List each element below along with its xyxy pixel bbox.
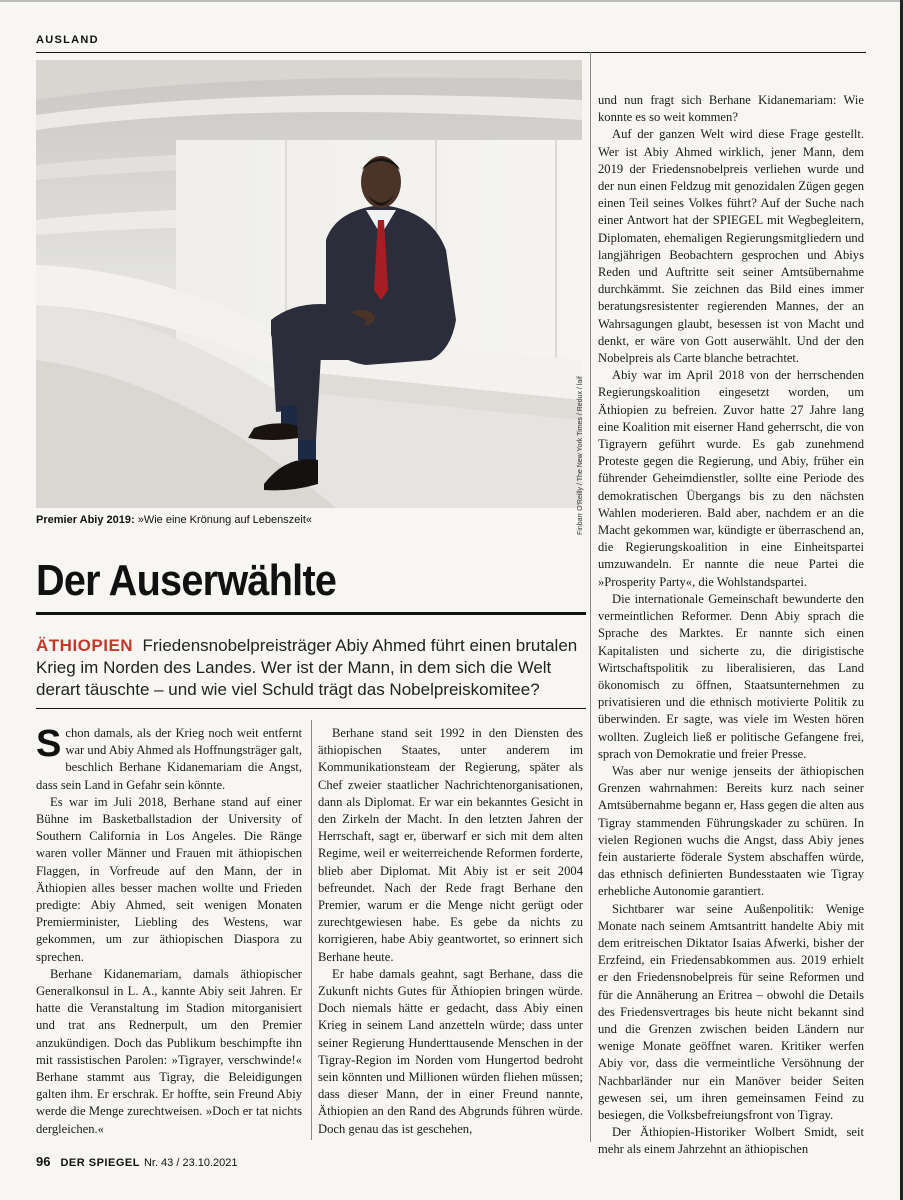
headline-rule: [36, 612, 586, 615]
teaser-text: Friedensnobelpreisträger Abiy Ahmed führt einen brutalen Krieg im Norden des Landes. Wer ist der Mann, in dem sich die Welt derart täuschte – und wie viel Schuld trägt das Nobelpreiskomitee?: [36, 636, 578, 699]
photo-credit-text: Finbarr O'Reilly / The New York Times / Redux / laif: [577, 376, 584, 535]
columns-rule: [36, 708, 586, 709]
headline: Der Auserwählte: [36, 556, 337, 605]
article-photo: [36, 60, 582, 508]
article-paragraph: Abiy war im April 2018 von der herrschenden Regierungskoalition eingesetzt worden, um Äthiopien zu befreien. Zuvor hatte 27 Jahre lang eine Koalition mit eiserner Hand geherrscht, die von Tigrayern geführt wurde. Es gab zunehmend Proteste gegen die Regierung, und Abiy, früher ein führender Geheimdienstler, sollte eine Periode des demokratischen Übergangs bis zu den nächsten Wahlen moderieren. Bald aber, nachdem er an die Macht gekommen war, kündigte er überraschend an, die Regierungskoalition in eine Einheitspartei umzuwandeln. Er nannte die neue Partei die »Prosperity Party«, die Wohlstandspartei.: [598, 368, 864, 589]
article-paragraph: Berhane Kidanemariam, damals äthiopischer Generalkonsul in L. A., kannte Abiy seit Jahren. Er hatte die Veranstaltung im Stadion mitorganisiert und trat ans Rednerpult, um den Premier anzukündigen. Doch das Publikum beschimpfte ihn mit rassistischen Parolen: »Tigrayer, verschwinde!« Berhane stammt aus Tigray, die Beleidigungen galten ihm. Er erschrak. Er hoffte, sein Freund Abiy werde die Menge zurechtweisen. »Doch er tat nichts dergleichen.«: [36, 966, 302, 1136]
article-paragraph: Berhane stand seit 1992 in den Diensten des äthiopischen Staates, unter anderem im Kommunikationsteam der Regierung, später als Chef zweier staatlicher Nachrichtenorganisationen, dann als Diplomat. Er war ein bekanntes Gesicht in den Zirkeln der Macht. In den letzten Jahren der Herrschaft, sagt er, überwarf er sich mit dem alten Regime, weil er weiterreichende Reformen forderte, blieb aber Diplomat. Mit Abiy ist er seit 2004 befreundet. Nach der Rede fragt Berhane den Premier, warum er die Menge nicht gerügt oder zurechtgewiesen habe. Es gebe da nichts zu korrigieren, habe Abiy geantwortet, so erinnert sich Berhane heute.: [318, 726, 583, 964]
page-number: 96: [36, 1154, 51, 1169]
photo-credit: [577, 325, 591, 535]
photo-caption: [36, 514, 312, 526]
teaser: [36, 635, 596, 701]
article-paragraph: Der Äthiopien-Historiker Wolbert Smidt, seit mehr als einem Jahrzehnt an äthiopischen: [598, 1125, 864, 1157]
dropcap-letter: S: [36, 723, 62, 765]
top-rule: [36, 52, 866, 53]
column-divider-1: [311, 720, 312, 1140]
issue-info: Nr. 43 / 23.10.2021: [143, 1157, 238, 1169]
page-footer: [36, 1154, 238, 1169]
article-column-3: [598, 92, 864, 1159]
article-paragraph: Es war im Juli 2018, Berhane stand auf einer Bühne im Basketballstadion der University of Southern California in Los Angeles. Die Ränge waren voller Männer und Frauen mit äthiopischen Flaggen, in Vorfreude auf den Mann, der in Äthiopien alles besser machen wollte und Frieden predigte: Abiy Ahmed, seit wenigen Monaten Premierminister, Liebling des Westens, war gekommen, um zur äthiopischen Diaspora zu sprechen.: [36, 794, 302, 964]
magazine-name: DER SPIEGEL: [60, 1157, 140, 1169]
article-paragraph: Was aber nur wenige jenseits der äthiopischen Grenzen wahrnahmen: Bereits kurz nach seiner Amtsübernahme begann er, Hass gegen die alten aus Tigray stammenden Führungskader zu schüren. In vielen Regionen wuchs die Angst, dass Abiy jenes fein austarierte föderale System abschaffen würde, das ethnisch definierten Bundesstaaten wie Tigray erhebliche Autonomie garantiert.: [598, 763, 864, 899]
section-label: AUSLAND: [36, 34, 99, 46]
caption-bold: Premier Abiy 2019:: [36, 514, 135, 526]
caption-text: »Wie eine Krönung auf Lebenszeit«: [134, 514, 312, 526]
column-divider-2: [590, 52, 591, 1142]
article-column-2: [318, 725, 583, 1138]
article-paragraph: Auf der ganzen Welt wird diese Frage gestellt. Wer ist Abiy Ahmed wirklich, jener Mann, dem 2019 der Friedensnobelpreis verliehen wurde und der nun einen Feldzug mit genozidalen Zügen gegen einen Teil seines Volkes führt? Auf der Suche nach einer Antwort hat der SPIEGEL mit Wegbegleitern, Diplomaten, ehemaligen Regierungsmitgliedern und langjährigen Beobachtern gesprochen und Abiys Reden und Auftritte seit seiner Amtsübernahme durchkämmt. Sie zeichnen das Bild eines immer beratungsresistenter regierenden Mannes, der an Wahrsagungen glaubt, besessen ist von Macht und denkt, er wäre von Gott auserwählt. Und der den Nobelpreis als Carte blanche betrachtet.: [598, 127, 864, 366]
article-paragraph: Sichtbarer war seine Außenpolitik: Wenige Monate nach seinem Amtsantritt handelte Abiy mit dem eritreischen Diktator Isaias Afwerki, bisher der Erzfeind, ein Friedensabkommen aus. 2019 erhielt er den Friedensnobelpreis für seine Reformen und für die Annäherung an Eritrea – obwohl die Details des Friedensvertrages bis heute nicht bekannt sind und die Grenzen zwischen beiden Ländern nur wenige Monate geöffnet waren. Kritiker werfen Abiy vor, dass die vermeintliche Versöhnung der Nachbarländer nur ein Manöver beider Seiten gewesen sei, um ihren gemeinsamen Feind zu besiegen, die Volksbefreiungsfront von Tigray.: [598, 901, 864, 1122]
teaser-kicker: ÄTHIOPIEN: [36, 636, 134, 655]
article-paragraph: und nun fragt sich Berhane Kidanemariam: Wie konnte es so weit kommen?: [598, 93, 864, 125]
article-paragraph: Die internationale Gemeinschaft bewunderte den vermeintlichen Reformer. Denn Abiy sprach die Sprache des Marktes. Er nannte sich einen Kapitalisten und sicherte zu, die dirigistische Wirtschaftspolitik zu liberalisieren, das Land ökonomisch zu öffnen, Staatsunternehmen zu privatisieren und die ethnisch motivierte Politik zu überwinden. Er sagte, was viele im Westen hören wollten. Zugleich ließ er politische Gefangene frei, sprach von Demokratie und freier Presse.: [598, 591, 864, 761]
article-paragraph: Er habe damals geahnt, sagt Berhane, dass die Zukunft nichts Gutes für Äthiopien bringen würde. Doch niemals hätte er gedacht, dass Abiy einen Krieg in seinem Land anzetteln würde; dass unter seiner Regierung Hunderttausende Menschen in der Tigray-Region im Norden vom Hungertod bedroht sein könnten und Millionen würden fliehen müssen; dass dieser Mann, der in einer Freund nannte, Äthiopien an den Rand des Abgrunds führen würde. Doch genau das ist geschehen,: [318, 966, 583, 1136]
photo-illustration: [36, 60, 582, 508]
article-paragraph: Schon damals, als der Krieg noch weit entfernt war und Abiy Ahmed als Hoffnungsträger galt, beschlich Berhane Kidanemariam die Angst, dass sein Land in Gefahr sein könnte.: [36, 723, 302, 792]
article-column-1: [36, 725, 302, 1138]
page-top-edge: [0, 0, 903, 2]
